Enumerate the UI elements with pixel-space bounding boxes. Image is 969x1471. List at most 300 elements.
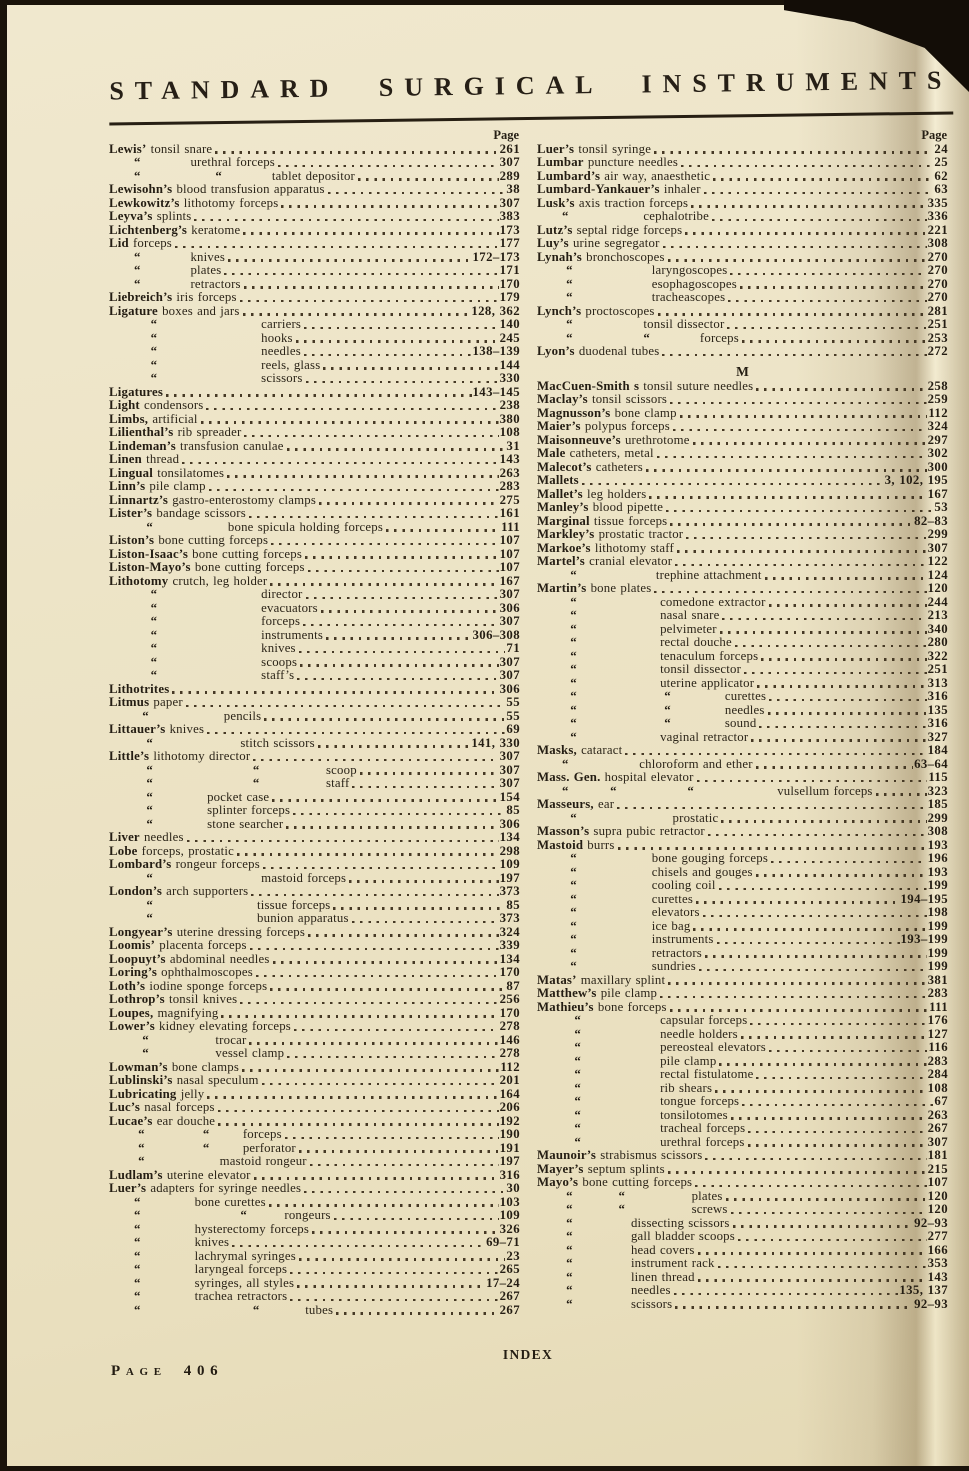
entry-text: bone forceps [593, 999, 667, 1014]
entry-page-number: 30 [506, 1181, 520, 1195]
entry-text: bone clamps [167, 1059, 240, 1074]
entry-page-number: 206 [499, 1100, 520, 1114]
entry-page-number: 253 [927, 330, 948, 345]
dot-leader [668, 982, 926, 984]
entry-lead: “ [109, 276, 191, 291]
dot-leader [751, 739, 926, 741]
entry-page-number: 170 [499, 276, 520, 291]
entry-text: boxes and jars [157, 303, 240, 318]
entry-page-number: 373 [499, 911, 520, 925]
entry-text: rongeur forceps [171, 857, 260, 871]
entry-lead: Maclay’s [537, 392, 588, 406]
index-entry [109, 993, 520, 1007]
dot-leader [876, 793, 927, 795]
entry-page-number: 127 [927, 1026, 948, 1041]
entry-lead: “ [537, 1134, 661, 1149]
entry-lead: “ [537, 945, 652, 960]
entry-page-number: 259 [927, 392, 948, 406]
entry-page-number: 185 [927, 797, 948, 811]
dot-leader [705, 955, 927, 957]
entry-text: knives [194, 1235, 230, 1249]
entry-lead: “ “ [537, 1188, 692, 1203]
index-entry [109, 912, 520, 926]
entry-text: keratome [187, 222, 241, 237]
index-entry [537, 170, 948, 184]
dot-leader [720, 631, 927, 633]
entry-page-number: 92–93 [914, 1296, 948, 1311]
entry-text: urethrotome [620, 432, 690, 447]
index-entry [109, 899, 520, 913]
entry-text: head covers [630, 1242, 695, 1257]
dot-leader [658, 313, 927, 315]
entry-page-number: 340 [927, 621, 948, 636]
entry-page-number: 63 [934, 182, 948, 196]
entry-lead: Lister’s [109, 506, 153, 520]
dot-leader [742, 1104, 933, 1106]
entry-lead: “ [537, 729, 661, 744]
entry-lead: “ “ “ [537, 783, 778, 798]
entry-lead: Loomis’ [109, 938, 156, 952]
entry-lead: “ [537, 1215, 631, 1230]
entry-page-number: 116 [928, 1040, 948, 1054]
entry-lead: Lusk’s [537, 195, 575, 210]
dot-leader [254, 1177, 499, 1179]
entry-lead: “ [537, 1296, 631, 1311]
dot-leader [715, 1090, 926, 1092]
index-entry [109, 1155, 520, 1169]
entry-text: tissue forceps [589, 513, 668, 528]
index-entry [537, 596, 948, 610]
dot-leader [250, 948, 499, 950]
entry-lead: Masks, [537, 743, 577, 757]
dot-leader [722, 618, 926, 620]
entry-lead: “ [537, 1094, 661, 1108]
index-entry [537, 623, 948, 637]
entry-lead: London’s [109, 884, 162, 898]
index-entry [537, 1190, 948, 1204]
entry-page-number: 193–199 [900, 932, 948, 946]
entry-text: sound [724, 716, 757, 730]
index-entry [109, 723, 520, 737]
entry-page-number: 115 [928, 770, 948, 784]
entry-lead: “ [109, 1154, 220, 1168]
entry-page-number: 251 [927, 317, 948, 331]
dot-leader [293, 813, 505, 815]
entry-text: trephine attachment [655, 567, 762, 582]
entry-lead: “ [109, 1289, 195, 1303]
entry-lead: Liebreich’s [109, 290, 173, 304]
index-entry [537, 291, 948, 305]
entry-text: screws [691, 1202, 728, 1216]
index-entry [109, 467, 520, 481]
index-entry [109, 885, 520, 899]
entry-text: elevators [651, 905, 700, 919]
dot-leader [209, 489, 499, 491]
dot-leader [308, 570, 499, 572]
entry-text: supra pubic retractor [589, 824, 705, 838]
entry-text: scoops [261, 654, 298, 669]
dot-leader [306, 597, 499, 599]
entry-text: knives [190, 249, 226, 264]
entry-page-number: 244 [927, 594, 948, 609]
index-entry [109, 872, 520, 886]
dot-leader [705, 1158, 926, 1160]
entry-lead: Lilienthal’s [109, 425, 174, 439]
dot-leader [769, 699, 926, 701]
entry-lead: “ [537, 662, 661, 676]
dot-leader [663, 246, 927, 248]
entry-lead: Loth’s [109, 978, 146, 993]
dot-leader [649, 496, 926, 498]
entry-page-number: 238 [499, 398, 520, 412]
entry-lead: Longyear’s [109, 924, 173, 939]
dot-leader [221, 1015, 498, 1017]
index-entry [537, 1230, 948, 1244]
dot-leader [285, 1137, 499, 1139]
index-entry [109, 1182, 520, 1196]
entry-lead: Magnusson’s [537, 405, 611, 420]
entry-text: rongeurs [284, 1208, 331, 1222]
entry-page-number: 55 [506, 695, 520, 709]
entry-text: lithotomy forceps [179, 195, 279, 210]
dot-leader [290, 1299, 498, 1301]
index-entry [537, 744, 948, 758]
dot-leader [303, 624, 498, 626]
entry-lead: “ [109, 317, 262, 331]
entry-page-number: 71 [506, 641, 520, 655]
entry-lead: Littauer’s [109, 722, 166, 736]
entry-text: instruments [651, 932, 714, 946]
entry-lead: “ [109, 1194, 195, 1209]
entry-page-number: 277 [927, 1229, 948, 1243]
entry-text: blood pipette [588, 500, 664, 514]
index-entry [537, 906, 948, 920]
dot-leader [748, 1131, 926, 1133]
index-entry [109, 777, 520, 791]
dot-leader [201, 421, 499, 423]
entry-lead: “ [109, 627, 262, 642]
entry-page-number: 108 [499, 425, 520, 439]
entry-page-number: 111 [501, 519, 520, 534]
entry-lead: Lindeman’s [109, 438, 176, 453]
entry-text: pile clamp [596, 986, 658, 1000]
index-entry [537, 1271, 948, 1285]
dot-leader [670, 1009, 928, 1011]
entry-page-number: 128, 362 [471, 303, 520, 318]
entry-page-number: 55 [506, 708, 520, 723]
entry-text: bunion apparatus [257, 911, 349, 925]
entry-page-number: 322 [927, 648, 948, 663]
dot-leader [646, 469, 927, 471]
dot-leader [670, 402, 927, 404]
entry-page-number: 306–308 [472, 627, 520, 642]
index-entry [537, 1068, 948, 1082]
entry-lead: “ [109, 1032, 216, 1047]
dot-leader [727, 327, 926, 329]
dot-leader [296, 340, 499, 342]
entry-text: ophthalmoscopes [157, 965, 253, 979]
entry-page-number: 63–64 [914, 756, 948, 771]
entry-page-number: 193 [927, 864, 948, 879]
entry-text: bone spicula holding forceps [227, 519, 384, 534]
dot-leader [681, 165, 933, 167]
entry-lead: Lutz’s [537, 222, 573, 237]
index-entry [109, 264, 520, 278]
entry-text: tracheascopes [651, 290, 726, 304]
dot-leader [240, 1002, 498, 1004]
index-entry [537, 1203, 948, 1217]
index-entry [537, 542, 948, 556]
index-entry [109, 170, 520, 184]
dot-leader [744, 672, 927, 674]
dot-leader [194, 219, 498, 221]
entry-lead: Maunoir’s [537, 1148, 597, 1162]
entry-page-number: 103 [499, 1194, 520, 1209]
entry-lead: “ [537, 1053, 661, 1068]
dot-leader [290, 1272, 499, 1274]
dot-leader [228, 259, 471, 261]
index-entry [109, 426, 520, 440]
dot-leader [326, 637, 472, 639]
dot-leader [757, 685, 926, 687]
entry-page-number: 307 [927, 540, 948, 555]
entry-lead: “ [109, 344, 262, 358]
entry-page-number: 306 [499, 681, 520, 696]
index-entry [537, 183, 948, 197]
entry-page-number: 167 [927, 486, 948, 501]
dot-leader [741, 1036, 927, 1038]
entry-lead: “ “ [537, 702, 725, 717]
entry-page-number: 299 [927, 527, 948, 541]
entry-lead: “ [537, 209, 644, 223]
index-entry [109, 953, 520, 967]
entry-text: retractors [190, 276, 241, 291]
index-entry [537, 447, 948, 461]
dot-leader [243, 232, 498, 234]
entry-page-number: 135, 137 [899, 1283, 948, 1297]
entry-page-number: 135 [927, 702, 948, 717]
entry-lead: Limbs, [109, 411, 149, 426]
entry-page-number: 324 [499, 924, 520, 939]
entry-page-number: 316 [927, 716, 948, 730]
dot-leader [281, 205, 498, 207]
entry-lead: Mallets [537, 473, 579, 487]
index-entry [109, 710, 520, 724]
entry-text: needles [724, 702, 765, 717]
entry-page-number: 307 [499, 614, 520, 628]
entry-page-number: 281 [927, 303, 948, 318]
entry-page-number: 261 [499, 141, 520, 156]
index-entry [109, 602, 520, 616]
dot-leader [680, 415, 928, 417]
dot-leader [251, 894, 498, 896]
entry-lead: “ “ [537, 689, 725, 703]
index-entry [537, 380, 948, 394]
entry-lead: “ [109, 654, 262, 669]
entry-lead: “ [537, 317, 644, 331]
index-entry [537, 318, 948, 332]
index-column-right [537, 129, 948, 1317]
index-entry [109, 534, 520, 548]
entry-page-number: 141, 330 [471, 735, 520, 750]
dot-leader [728, 300, 926, 302]
paper [7, 5, 969, 1466]
entry-lead: “ [537, 1013, 661, 1027]
entry-page-number: 199 [927, 959, 948, 973]
entry-page-number: 197 [499, 1154, 520, 1168]
index-entry [109, 1115, 520, 1129]
entry-lead: “ [537, 810, 673, 825]
entry-page-number: 256 [499, 992, 520, 1006]
entry-text: urethral forceps [660, 1134, 745, 1149]
entry-lead: Luc’s [109, 1100, 141, 1114]
entry-text: uterine applicator [660, 675, 755, 690]
entry-text: bone plates [586, 581, 652, 595]
entry-text: instrument rack [630, 1256, 715, 1270]
entry-lead: “ “ [109, 776, 326, 790]
entry-text: tonsil dissector [643, 317, 725, 331]
index-entry [537, 947, 948, 961]
entry-page-number: 326 [499, 1221, 520, 1236]
index-entry [109, 1142, 520, 1156]
entry-text: tonsil syringe [574, 141, 652, 156]
entry-page-number: 316 [927, 689, 948, 703]
entry-text: artificial [148, 411, 198, 426]
entry-lead: “ [537, 1229, 631, 1243]
entry-text: pereosteal elevators [660, 1040, 766, 1054]
index-entry [537, 407, 948, 421]
dot-leader [262, 1083, 499, 1085]
index-entry [109, 1263, 520, 1277]
dot-leader [269, 1204, 499, 1206]
entry-text: needles [630, 1283, 671, 1297]
entry-page-number: 353 [927, 1256, 948, 1270]
dot-leader [713, 178, 933, 180]
dot-leader [264, 718, 505, 720]
entry-page-number: 258 [927, 378, 948, 393]
entry-lead: “ “ [109, 1208, 285, 1222]
entry-text: ear [593, 797, 615, 811]
entry-lead: Light [109, 398, 140, 412]
dot-leader [358, 178, 499, 180]
dot-leader [662, 354, 926, 356]
entry-lead: Malecot’s [537, 459, 592, 474]
entry-lead: “ [537, 851, 652, 865]
entry-text: thread [141, 452, 180, 466]
entry-page-number: 221 [927, 222, 948, 237]
entry-text: director [261, 587, 303, 601]
entry-text: uterine elevator [162, 1167, 251, 1182]
dot-leader [685, 232, 926, 234]
entry-lead: Mastoid [537, 837, 584, 852]
entry-lead: “ [537, 276, 652, 291]
entry-page-number: 143 [499, 452, 520, 466]
index-entry [109, 521, 520, 535]
dot-leader [748, 1144, 927, 1146]
dot-leader [166, 394, 471, 396]
entry-text: lachrymal syringes [194, 1248, 296, 1263]
dot-leader [721, 820, 926, 822]
entry-text: forceps [261, 614, 301, 628]
index-entry [109, 737, 520, 751]
entry-text: rectal douche [660, 635, 732, 649]
entry-page-number: 381 [927, 972, 948, 987]
dot-leader [654, 151, 933, 153]
entry-lead: Male [537, 446, 566, 460]
index-entry [109, 926, 520, 940]
entry-text: staff’s [261, 668, 295, 682]
entry-lead: “ [537, 567, 656, 582]
entry-text: laryngeal forceps [194, 1262, 288, 1276]
entry-text: chloroform and ether [639, 756, 753, 771]
entry-page-number: 172–173 [472, 249, 520, 264]
entry-text: tongue forceps [660, 1094, 740, 1108]
dot-leader [696, 901, 899, 903]
index-entry [109, 453, 520, 467]
entry-lead: “ [109, 1262, 195, 1276]
index-entry [109, 764, 520, 778]
entry-text: knives [261, 641, 296, 655]
entry-lead: Lumbard’s [537, 168, 601, 183]
entry-text: hooks [261, 330, 293, 345]
index-entry [537, 1298, 948, 1312]
entry-text: tonsil dissector [660, 662, 742, 676]
entry-text: trachea retractors [194, 1289, 288, 1303]
index-entry [109, 615, 520, 629]
entry-text: abdominal needles [165, 951, 270, 966]
entry-text: pile clamp [145, 479, 206, 493]
index-entry [537, 237, 948, 251]
entry-lead: “ [537, 932, 652, 946]
entry-lead: “ [537, 290, 652, 304]
entry-lead: Maisonneuve’s [537, 432, 621, 447]
dot-leader [286, 826, 498, 828]
dot-leader [718, 1266, 927, 1268]
entry-lead: “ [109, 357, 262, 372]
entry-page-number: 164 [499, 1086, 520, 1101]
entry-lead: Lucae’s [109, 1113, 153, 1128]
entry-lead: Lublinski’s [109, 1073, 173, 1087]
entry-page-number: 267 [499, 1302, 520, 1317]
entry-text: needle holders [660, 1026, 738, 1041]
entry-text: tonsilatomes [153, 465, 225, 480]
index-entry [109, 413, 520, 427]
entry-text: magnifying [153, 1005, 219, 1020]
entry-page-number: 67 [934, 1094, 948, 1108]
entry-lead: “ [109, 708, 224, 723]
dot-leader [768, 712, 927, 714]
entry-page-number: 307 [499, 155, 520, 169]
entry-page-number: 330 [499, 371, 520, 385]
entry-page-number: 270 [927, 276, 948, 291]
entry-lead: Linnartz’s [109, 492, 169, 507]
entry-lead: Liston-Mayo’s [109, 560, 191, 574]
entry-lead: Loring’s [109, 965, 157, 979]
entry-page-number: 161 [499, 506, 520, 520]
entry-text: tissue forceps [257, 897, 331, 912]
dot-leader [304, 354, 472, 356]
index-entry [109, 224, 520, 238]
entry-page-number: 140 [499, 317, 520, 331]
entry-text: rib spreader [173, 425, 242, 439]
entry-page-number: 199 [927, 945, 948, 960]
entry-text: stitch scissors [240, 735, 315, 750]
entry-lead: Liver [109, 830, 140, 844]
entry-text: comedone extractor [660, 594, 766, 609]
index-entry [109, 1101, 520, 1115]
entry-page-number: 82–83 [914, 513, 948, 528]
entry-lead: “ [537, 594, 661, 609]
